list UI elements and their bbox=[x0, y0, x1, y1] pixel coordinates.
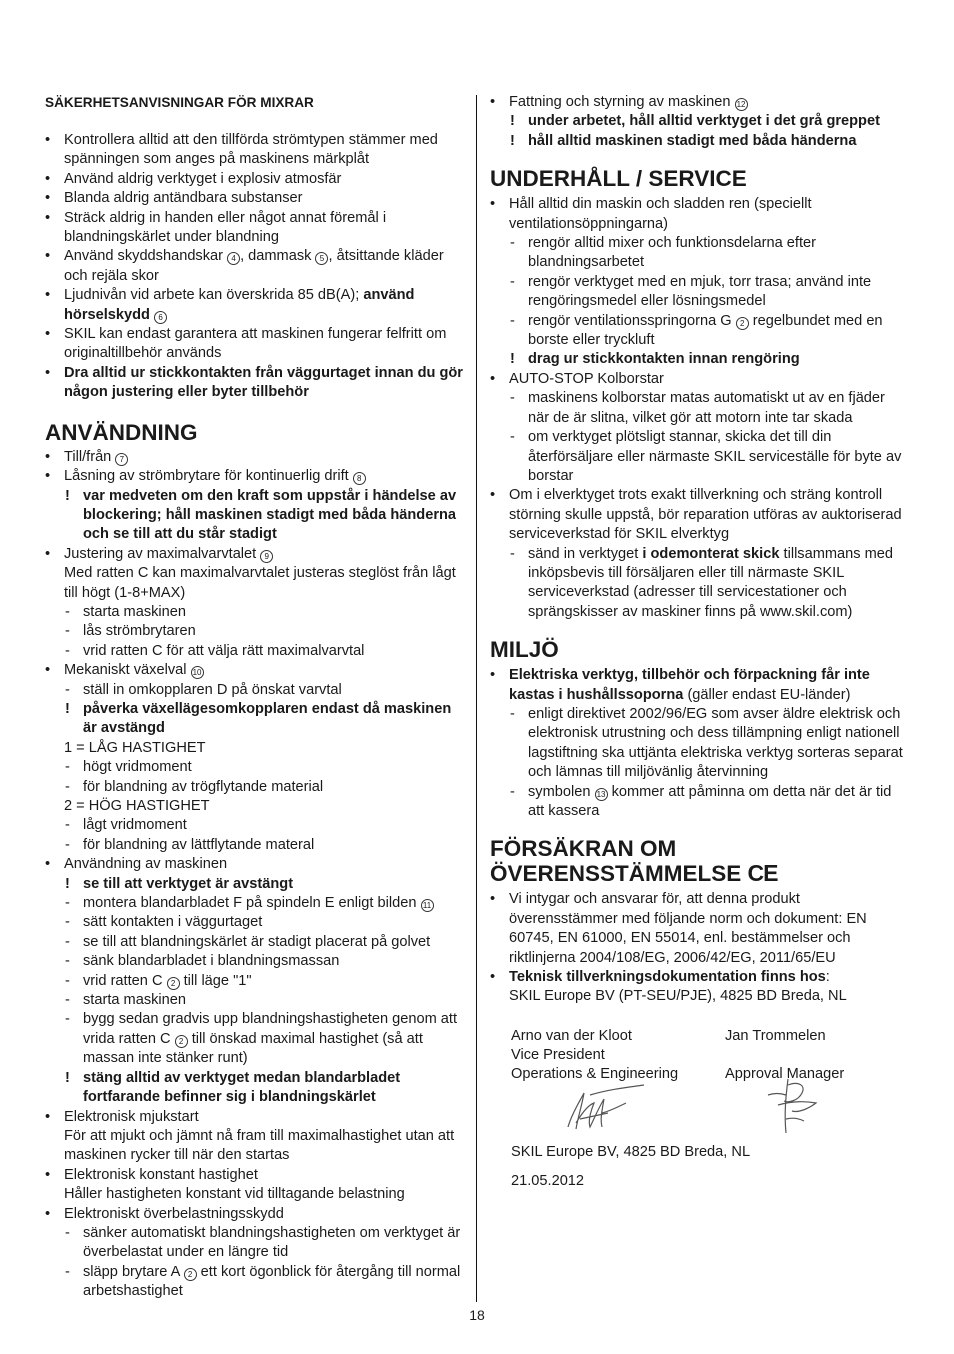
declaration-heading bbox=[490, 837, 910, 886]
item-text: Fattning och styrning av maskinen bbox=[509, 94, 735, 110]
ce-mark-icon: CE bbox=[747, 860, 778, 887]
item-text: ett kort ögonblick för återgång till normal arbetshastighet bbox=[83, 1263, 461, 1300]
signatory-right-title: Approval Manager bbox=[725, 1065, 845, 1082]
list-item bbox=[45, 170, 467, 189]
item-text: Elektronisk mjukstart bbox=[64, 1108, 199, 1125]
declaration-heading-line1: FÖRSÄKRAN OM bbox=[490, 836, 677, 862]
left-column bbox=[45, 93, 467, 1302]
warning-item bbox=[45, 700, 467, 739]
page-number: 18 bbox=[469, 1307, 485, 1323]
item-bold-text: Teknisk tillverkningsdokumentation finns hos bbox=[509, 969, 826, 986]
item-text: Blanda aldrig antändbara substanser bbox=[64, 190, 303, 207]
item-text: för blandning av lättflytande materal bbox=[83, 836, 315, 853]
reference-number-icon: 2 bbox=[736, 317, 749, 330]
sub-list-item bbox=[45, 972, 467, 991]
item-text: Sträck aldrig in handen eller något annat föremål i blandningskärlet under blandning bbox=[64, 209, 387, 246]
item-text: under arbetet, håll alltid verktyget i det grå greppet bbox=[528, 113, 880, 130]
item-bold-text: i odemonterat skick bbox=[642, 545, 780, 562]
list-item bbox=[45, 448, 467, 467]
sub-list-item bbox=[45, 1010, 467, 1068]
item-text: rengör verktyget med en mjuk, torr trasa; använd inte rengöringsmedel eller lösningsmedel bbox=[528, 273, 872, 310]
sub-list-item bbox=[45, 816, 467, 835]
sub-list-item bbox=[490, 428, 910, 486]
sub-list-item bbox=[45, 681, 467, 700]
sub-list-item bbox=[45, 778, 467, 797]
item-text: Ljudnivån vid arbete kan överskrida 85 dB(A); bbox=[64, 287, 364, 304]
item-text: håll alltid maskinen stadigt med båda händerna bbox=[528, 132, 857, 149]
item-text: vrid ratten C bbox=[83, 972, 167, 989]
list-item bbox=[45, 1127, 467, 1166]
item-bold-text: använd hörselskydd bbox=[64, 287, 415, 323]
item-text: släpp brytare A bbox=[83, 1263, 184, 1280]
reference-number-icon: 6 bbox=[154, 311, 167, 324]
item-text: Till/från bbox=[64, 448, 116, 465]
list-item bbox=[45, 364, 467, 403]
sub-list-item bbox=[490, 389, 910, 428]
sub-list-item bbox=[45, 952, 467, 971]
item-text: Om i elverktyget trots exakt tillverkning och sträng kontroll störning skulle uppstå, bör reparation utföras av auktoriserad serviceverkstad för SKIL elverktyg bbox=[509, 487, 902, 543]
service-heading: UNDERHÅLL / SERVICE bbox=[490, 166, 747, 192]
sub-list-item bbox=[490, 273, 910, 312]
sub-list-item bbox=[45, 758, 467, 777]
list-item bbox=[490, 890, 910, 968]
list-item bbox=[45, 1166, 467, 1185]
service-list bbox=[490, 195, 910, 622]
item-text: , dammask bbox=[240, 248, 316, 265]
safety-list bbox=[45, 131, 467, 403]
item-text: Mekaniskt växelval bbox=[64, 662, 191, 679]
item-text: , åtsittande kläder och rejäla skor bbox=[64, 248, 444, 284]
declaration-heading-line2: ÖVERENSSTÄMMELSE bbox=[490, 861, 742, 887]
sub-list-item bbox=[490, 783, 910, 822]
signature-block bbox=[490, 1027, 910, 1227]
reference-number-icon: 8 bbox=[353, 472, 366, 485]
reference-number-icon: 2 bbox=[167, 977, 180, 990]
handling-list bbox=[490, 93, 910, 151]
company-address: SKIL Europe BV, 4825 BD Breda, NL bbox=[511, 1143, 751, 1160]
item-text: 1 = LÅG HASTIGHET bbox=[64, 739, 206, 756]
list-item bbox=[490, 968, 910, 987]
reference-number-icon: 9 bbox=[260, 550, 273, 563]
item-text: sänk blandarbladet i blandningsmassan bbox=[83, 953, 340, 970]
item-text: rengör alltid mixer och funktionsdelarna efter blandningsarbetet bbox=[528, 235, 816, 271]
signature-left-image bbox=[560, 1083, 650, 1135]
warning-item bbox=[490, 350, 910, 369]
item-bold-text: Elektriska verktyg, tillbehör och förpackning får inte kastas i hushållssoporna bbox=[509, 667, 870, 703]
item-text: tillsammans med inköpsbevis till försäljaren eller till närmaste SKIL serviceverkstad (adresser till servicestationer och sprängskisser av maskiner finns på www.skil.com) bbox=[528, 545, 894, 620]
list-item bbox=[490, 370, 910, 389]
item-text: starta maskinen bbox=[83, 992, 187, 1009]
reference-number-icon: 7 bbox=[115, 453, 128, 466]
sub-list-item bbox=[45, 603, 467, 622]
item-text: påverka växellägesomkopplaren endast då maskinen är avstängd bbox=[83, 700, 452, 737]
item-text: Låsning av strömbrytare för kontinuerlig drift bbox=[64, 468, 353, 485]
item-text: vrid ratten C för att välja rätt maximalvarvtal bbox=[83, 642, 365, 659]
list-item bbox=[490, 987, 910, 1006]
item-text: var medveten om den kraft som uppstår i händelse av blockering; håll maskinen stadigt med båda händerna och se till att du står stadigt bbox=[83, 487, 457, 543]
item-text: SKIL Europe BV (PT-SEU/PJE), 4825 BD Breda, NL bbox=[509, 988, 847, 1005]
item-text: Vi intygar och ansvarar för, att denna produkt överensstämmer med följande norm och dokument: EN 60745, EN 61000, EN 55014, enl. bestämmelser och riktlinjerna 2004/108/EG, 2006/42/EG, 2011/65/EU bbox=[509, 891, 867, 966]
item-text: Kontrollera alltid att den tillförda strömtypen stämmer med spänningen som anges på maskinens märkplåt bbox=[64, 132, 438, 168]
item-text: drag ur stickkontakten innan rengöring bbox=[528, 351, 800, 368]
sub-list-item bbox=[45, 622, 467, 641]
warning-item bbox=[45, 1069, 467, 1108]
item-text: stäng alltid av verktyget medan blandarbladet fortfarande befinner sig i blandningskärlet bbox=[83, 1069, 401, 1106]
list-item bbox=[490, 195, 910, 234]
sub-list-item bbox=[45, 933, 467, 952]
item-text: 2 = HÖG HASTIGHET bbox=[64, 798, 210, 814]
item-text: Med ratten C kan maximalvarvtalet justeras steglöst från lågt till högt (1-8+MAX) bbox=[64, 565, 456, 601]
item-text: lågt vridmoment bbox=[83, 817, 187, 834]
usage-heading: ANVÄNDNING bbox=[45, 419, 198, 445]
item-text: se till att verktyget är avstängt bbox=[83, 875, 294, 892]
item-text: till önskad maximal hastighet (så att massan inte stänker runt) bbox=[83, 1030, 423, 1067]
item-text: starta maskinen bbox=[83, 603, 187, 620]
list-item bbox=[490, 93, 910, 112]
warning-item bbox=[45, 875, 467, 894]
item-bold-text: Dra alltid ur stickkontakten från väggurtaget innan du gör någon justering eller byter tillbehör bbox=[64, 364, 463, 401]
sub-list-item bbox=[45, 991, 467, 1010]
item-text: till läge "1" bbox=[179, 972, 252, 989]
sub-list-item bbox=[45, 1224, 467, 1263]
sub-list-item bbox=[45, 1263, 467, 1302]
sub-list-item bbox=[490, 545, 910, 623]
list-item bbox=[490, 486, 910, 544]
list-item bbox=[45, 797, 467, 816]
warning-item bbox=[490, 112, 910, 131]
list-item bbox=[45, 325, 467, 364]
signatory-left-department: Operations & Engineering bbox=[511, 1065, 679, 1082]
item-text: SKIL kan endast garantera att maskinen fungerar felfritt om originaltillbehör används bbox=[64, 326, 447, 362]
reference-number-icon: 13 bbox=[595, 788, 608, 801]
list-item bbox=[45, 855, 467, 874]
item-text: Användning av maskinen bbox=[64, 856, 228, 873]
sub-list-item bbox=[45, 836, 467, 855]
item-text: Elektroniskt överbelastningsskydd bbox=[64, 1205, 284, 1222]
item-text: lås strömbrytaren bbox=[83, 623, 196, 640]
item-text: montera blandarbladet F på spindeln E enligt bilden bbox=[83, 895, 421, 912]
list-item bbox=[45, 1185, 467, 1204]
list-item bbox=[45, 286, 467, 325]
declaration-date: 21.05.2012 bbox=[511, 1172, 585, 1189]
list-item bbox=[45, 247, 467, 286]
item-text: för blandning av trögflytande material bbox=[83, 778, 324, 795]
item-text: AUTO-STOP Kolborstar bbox=[509, 370, 664, 387]
list-item bbox=[45, 1205, 467, 1224]
list-item bbox=[45, 661, 467, 680]
list-item bbox=[45, 467, 467, 486]
item-text: Använd skyddshandskar bbox=[64, 248, 228, 265]
column-divider bbox=[476, 95, 477, 1302]
safety-heading: SÄKERHETSANVISNINGAR FÖR MIXRAR bbox=[45, 95, 314, 110]
warning-item bbox=[490, 132, 910, 151]
item-text: För att mjukt och jämnt nå fram till maximalhastighet utan att maskinen rycker till när den startas bbox=[64, 1127, 455, 1164]
list-item bbox=[45, 131, 467, 170]
right-column bbox=[490, 93, 910, 1227]
item-text: (gäller endast EU-länder) bbox=[683, 686, 851, 703]
reference-number-icon: 2 bbox=[175, 1035, 188, 1048]
signature-right-image bbox=[758, 1075, 828, 1137]
signatory-left-name: Arno van der Kloot bbox=[511, 1027, 632, 1044]
usage-list bbox=[45, 448, 467, 1302]
sub-list-item bbox=[45, 913, 467, 932]
item-text: Använd aldrig verktyget i explosiv atmosfär bbox=[64, 170, 342, 187]
item-text: bygg sedan gradvis upp blandningshastigheten genom att vrida ratten C bbox=[83, 1011, 458, 1047]
reference-number-icon: 11 bbox=[421, 899, 434, 912]
list-item bbox=[490, 666, 910, 705]
item-text: Håll alltid din maskin och sladden ren (speciellt ventilationsöppningarna) bbox=[509, 196, 812, 232]
declaration-list bbox=[490, 890, 910, 1006]
item-text: sänker automatiskt blandningshastigheten om verktyget är överbelastat under en längre tid bbox=[83, 1224, 461, 1261]
sub-list-item bbox=[490, 234, 910, 273]
list-item bbox=[45, 739, 467, 758]
reference-number-icon: 2 bbox=[184, 1268, 197, 1281]
item-text: kommer att påminna om detta när det är tid att kassera bbox=[528, 783, 892, 819]
item-text: se till att blandningskärlet är stadigt placerat på golvet bbox=[83, 933, 431, 950]
item-text: Elektronisk konstant hastighet bbox=[64, 1166, 258, 1183]
signatory-right-name: Jan Trommelen bbox=[725, 1027, 826, 1044]
list-item bbox=[45, 1108, 467, 1127]
item-text: maskinens kolborstar matas automatiskt ut av en fjäder när de är slitna, vilket gör att motorn inte tar skada bbox=[528, 390, 885, 426]
list-item bbox=[45, 545, 467, 564]
reference-number-icon: 5 bbox=[315, 252, 328, 265]
item-text: ställ in omkopplaren D på önskat varvtal bbox=[83, 681, 342, 698]
warning-item bbox=[45, 487, 467, 545]
sub-list-item bbox=[45, 894, 467, 913]
environment-heading: MILJÖ bbox=[490, 637, 559, 663]
sub-list-item bbox=[490, 312, 910, 351]
item-text: Håller hastigheten konstant vid tilltagande belastning bbox=[64, 1186, 405, 1203]
reference-number-icon: 4 bbox=[227, 252, 240, 265]
item-text: sätt kontakten i väggurtaget bbox=[83, 914, 263, 931]
reference-number-icon: 12 bbox=[735, 98, 748, 111]
list-item bbox=[45, 209, 467, 248]
signatory-left-title: Vice President bbox=[511, 1046, 605, 1063]
item-text: Justering av maximalvarvtalet bbox=[64, 545, 261, 562]
item-text: regelbundet med en borste eller tryckluft bbox=[528, 312, 883, 349]
item-text: sänd in verktyget bbox=[528, 545, 643, 562]
item-text: rengör ventilationsspringorna G bbox=[528, 312, 736, 329]
item-text: om verktyget plötsligt stannar, skicka det till din återförsäljare eller närmaste SKIL serviceställe för byte av borstar bbox=[528, 429, 902, 484]
sub-list-item bbox=[45, 642, 467, 661]
item-text: symbolen bbox=[528, 783, 595, 800]
reference-number-icon: 10 bbox=[191, 666, 204, 679]
list-item bbox=[45, 189, 467, 208]
item-text: enligt direktivet 2002/96/EG som avser äldre elektrisk och elektronisk utrustning och dess tillämpning enligt nationell lagstiftning ska uttjänta elektriska verktyg sorteras separat och lämnas till miljövänlig återvinning bbox=[528, 705, 903, 781]
item-text: : bbox=[825, 969, 830, 986]
item-text: högt vridmoment bbox=[83, 759, 192, 776]
list-item bbox=[45, 564, 467, 603]
sub-list-item bbox=[490, 705, 910, 783]
environment-list bbox=[490, 666, 910, 821]
